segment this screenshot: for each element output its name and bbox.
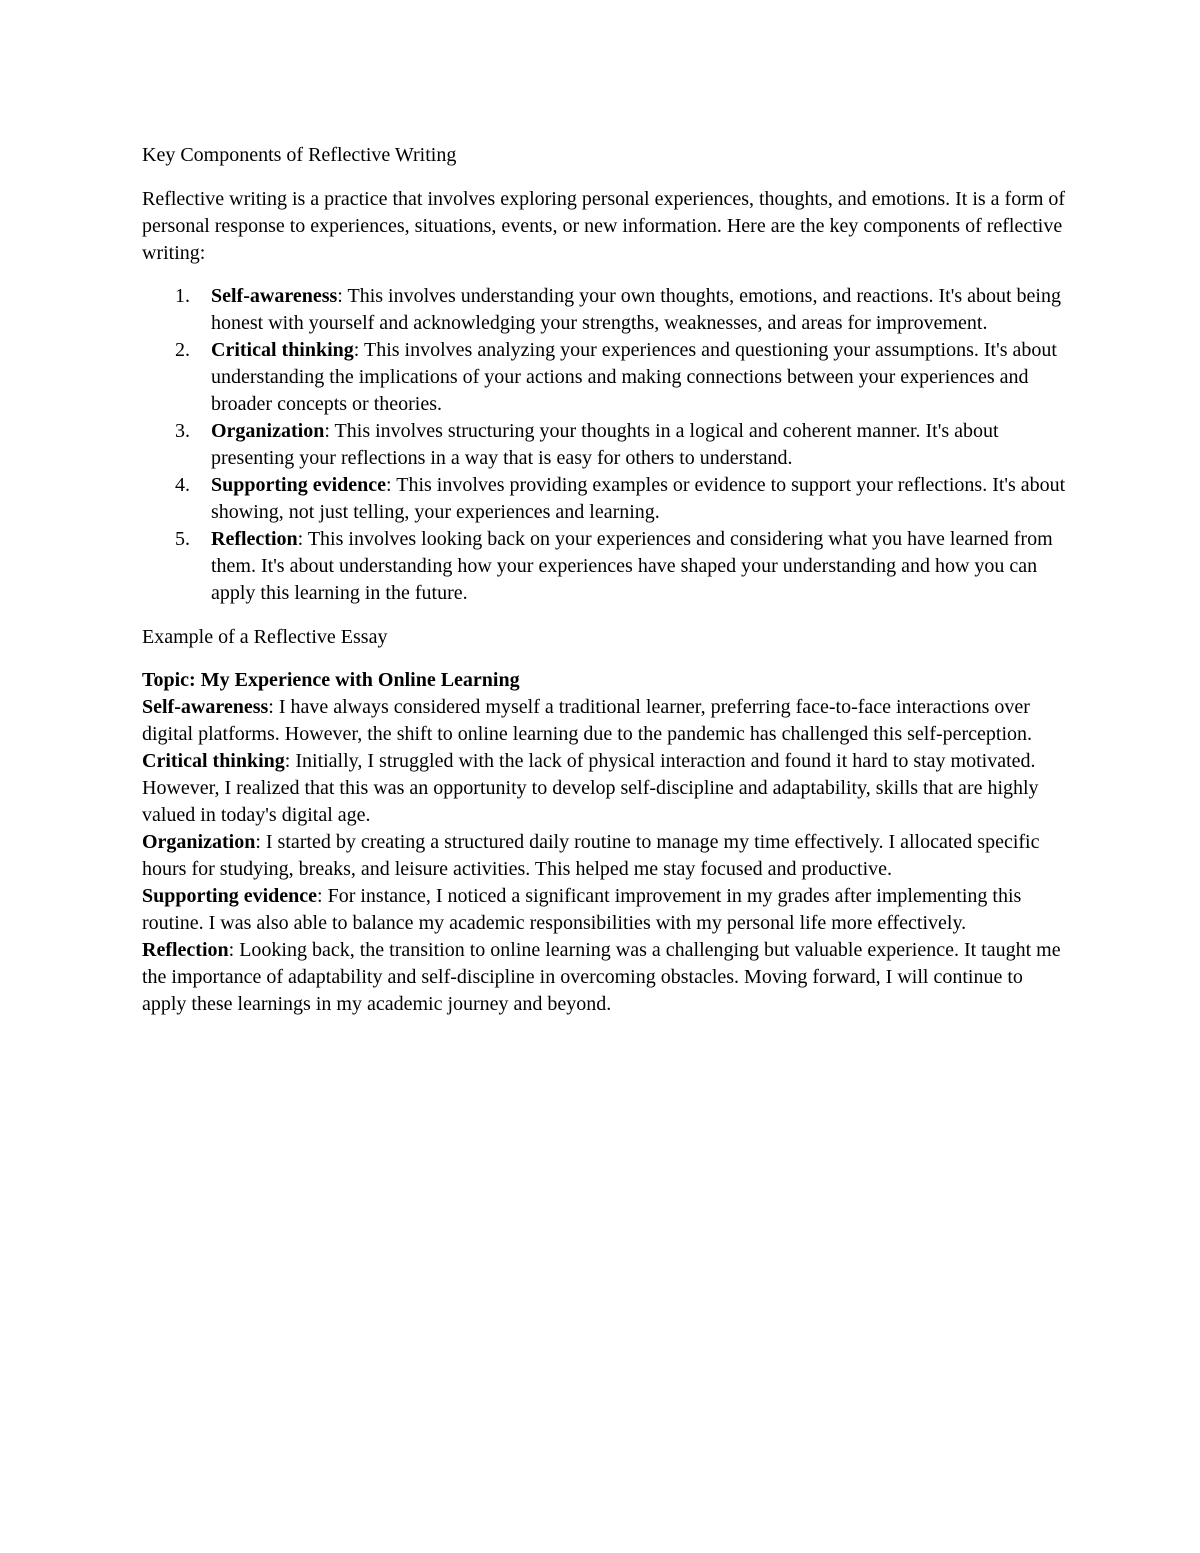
essay-term: Supporting evidence	[142, 885, 318, 907]
list-number: 1.	[175, 285, 190, 307]
components-list	[142, 283, 1067, 607]
list-term: Critical thinking	[211, 339, 354, 361]
essay-text: : I have always considered myself a traditional learner, preferring face-to-face interactions over digital platforms. However, the shift to online learning due to the pandemic has challenged this self-perception.	[142, 696, 1033, 745]
list-term: Self-awareness	[211, 285, 338, 307]
list-number: 4.	[175, 474, 190, 496]
essay-topic: Topic: My Experience with Online Learning	[142, 669, 520, 691]
list-number: 2.	[175, 339, 190, 361]
list-item	[175, 472, 1067, 526]
essay-paragraph	[142, 937, 1067, 1018]
essay-paragraph	[142, 883, 1067, 937]
essay-term: Organization	[142, 831, 256, 853]
essay-text: : I started by creating a structured daily routine to manage my time effectively. I allocated specific hours for studying, breaks, and leisure activities. This helped me stay focused and productive.	[142, 831, 1040, 880]
essay-text: : Looking back, the transition to online learning was a challenging but valuable experience. It taught me the importance of adaptability and self-discipline in overcoming obstacles. Moving forward, I will continue to apply these learnings in my academic journey and beyond.	[142, 939, 1061, 1015]
list-number: 3.	[175, 420, 190, 442]
essay-term: Self-awareness	[142, 696, 269, 718]
list-item	[175, 283, 1067, 337]
document-heading: Key Components of Reflective Writing	[142, 144, 457, 166]
document-page	[142, 142, 1067, 1018]
essay-term: Reflection	[142, 939, 229, 961]
list-item	[175, 337, 1067, 418]
essay-text: : Initially, I struggled with the lack of physical interaction and found it hard to stay motivated. However, I realized that this was an opportunity to develop self-discipline and adaptability, skills that are highly valued in today's digital age.	[142, 750, 1039, 826]
essay-paragraph	[142, 694, 1067, 748]
list-term: Supporting evidence	[211, 474, 387, 496]
essay-heading: Example of a Reflective Essay	[142, 626, 388, 648]
list-text: : This involves understanding your own thoughts, emotions, and reactions. It's about being honest with yourself and acknowledging your strengths, weaknesses, and areas for improvement.	[211, 285, 1061, 334]
essay-paragraph	[142, 829, 1067, 883]
list-term: Organization	[211, 420, 325, 442]
list-item	[175, 418, 1067, 472]
list-text: : This involves analyzing your experiences and questioning your assumptions. It's about understanding the implications of your actions and making connections between your experiences and broader concepts or theories.	[211, 339, 1057, 415]
list-text: : This involves providing examples or evidence to support your reflections. It's about showing, not just telling, your experiences and learning.	[211, 474, 1066, 523]
intro-paragraph: Reflective writing is a practice that involves exploring personal experiences, thoughts, and emotions. It is a form of personal response to experiences, situations, events, or new information. Here are the key components of reflective writing:	[142, 188, 1066, 264]
list-number: 5.	[175, 528, 190, 550]
essay-term: Critical thinking	[142, 750, 285, 772]
list-item	[175, 526, 1067, 607]
essay-paragraph	[142, 748, 1067, 829]
list-term: Reflection	[211, 528, 298, 550]
list-text: : This involves structuring your thoughts in a logical and coherent manner. It's about presenting your reflections in a way that is easy for others to understand.	[211, 420, 999, 469]
essay-text: : For instance, I noticed a significant improvement in my grades after implementing this routine. I was also able to balance my academic responsibilities with my personal life more effectively.	[142, 885, 1022, 934]
list-text: : This involves looking back on your experiences and considering what you have learned from them. It's about understanding how your experiences have shaped your understanding and how you can apply this learning in the future.	[211, 528, 1053, 604]
